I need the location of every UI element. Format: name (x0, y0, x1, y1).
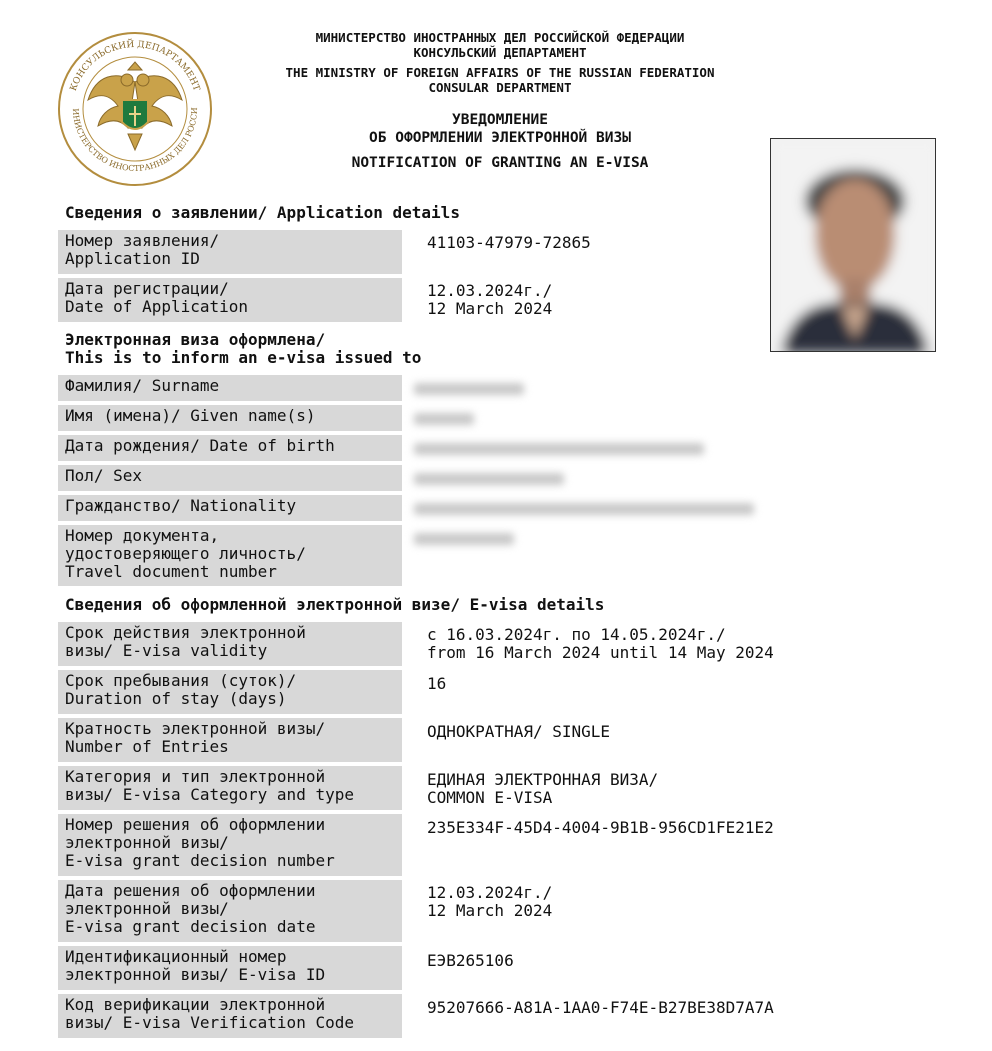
application-date-value: 12.03.2024г./ 12 March 2024 (427, 281, 553, 318)
application-id-value: 41103-47979-72865 (427, 233, 591, 252)
date-of-birth-value-redacted (414, 438, 714, 460)
verification-code-value: 95207666-A81A-1AA0-F74E-B27BE38D7A7A (427, 998, 774, 1017)
department-name-ru: КОНСУЛЬСКИЙ ДЕПАРТАМЕНТ (413, 45, 587, 60)
applicant-photo (770, 138, 936, 352)
duration-label: Срок пребывания (суток)/ Duration of stay (days) (58, 670, 402, 714)
travel-document-value-redacted (414, 528, 524, 550)
evisa-id-value: ЕЭВ265106 (427, 951, 514, 970)
evisa-id-label: Идентификационный номер электронной визы/ E-visa ID (58, 946, 402, 990)
decision-number-value: 235E334F-45D4-4004-9B1B-956CD1FE21E2 (427, 818, 774, 837)
surname-value-redacted (414, 378, 534, 400)
sex-label: Пол/ Sex (58, 465, 402, 491)
validity-value: с 16.03.2024г. по 14.05.2024г./ from 16 March 2024 until 14 May 2024 (427, 625, 774, 662)
decision-date-value: 12.03.2024г./ 12 March 2024 (427, 883, 553, 920)
application-id-label: Номер заявления/ Application ID (58, 230, 402, 274)
date-of-birth-label: Дата рождения/ Date of birth (58, 435, 402, 461)
category-value: ЕДИНАЯ ЭЛЕКТРОННАЯ ВИЗА/ COMMON E-VISA (427, 770, 659, 807)
sex-value-redacted (414, 468, 574, 490)
notice-title-ru-2: ОБ ОФОРМЛЕНИИ ЭЛЕКТРОННОЙ ВИЗЫ (369, 130, 631, 146)
evisa-section-title: Сведения об оформленной электронной визе/ E-visa details (65, 595, 605, 614)
department-name-en: CONSULAR DEPARTMENT (428, 80, 572, 95)
issued-to-intro: Электронная виза оформлена/ This is to inform an e-visa issued to (65, 330, 422, 367)
entries-label: Кратность электронной визы/ Number of Entries (58, 718, 402, 762)
travel-document-label: Номер документа, удостоверяющего личность/ Travel document number (58, 525, 402, 586)
consular-seal (56, 30, 214, 188)
entries-value: ОДНОКРАТНАЯ/ SINGLE (427, 722, 611, 741)
verification-code-label: Код верификации электронной визы/ E-visa Verification Code (58, 994, 402, 1038)
given-names-label: Имя (имена)/ Given name(s) (58, 405, 402, 431)
ministry-name-ru: МИНИСТЕРСТВО ИНОСТРАННЫХ ДЕЛ РОССИЙСКОЙ ФЕДЕРАЦИИ (315, 30, 685, 45)
decision-date-label: Дата решения об оформлении электронной визы/ E-visa grant decision date (58, 880, 402, 942)
application-section-title: Сведения о заявлении/ Application details (65, 203, 460, 222)
seal-ring-top-text: КОНСУЛЬСКИЙ ДЕПАРТАМЕНТ (68, 39, 202, 93)
nationality-value-redacted (414, 498, 764, 520)
notice-title-ru-1: УВЕДОМЛЕНИЕ (451, 112, 549, 128)
seal-ring-bottom-text: ИНИСТЕРСТВО ИНОСТРАННЫХ ДЕЛ РОССИ (70, 107, 200, 174)
decision-number-label: Номер решения об оформлении электронной визы/ E-visa grant decision number (58, 814, 402, 876)
notice-title-en: NOTIFICATION OF GRANTING AN E-VISA (351, 155, 649, 171)
application-date-label: Дата регистрации/ Date of Application (58, 278, 402, 322)
surname-label: Фамилия/ Surname (58, 375, 402, 401)
duration-value: 16 (427, 674, 447, 693)
category-label: Категория и тип электронной визы/ E-visa Category and type (58, 766, 402, 810)
ministry-name-en: THE MINISTRY OF FOREIGN AFFAIRS OF THE RUSSIAN FEDERATION (285, 65, 715, 80)
validity-label: Срок действия электронной визы/ E-visa validity (58, 622, 402, 666)
given-names-value-redacted (414, 408, 484, 430)
nationality-label: Гражданство/ Nationality (58, 495, 402, 521)
